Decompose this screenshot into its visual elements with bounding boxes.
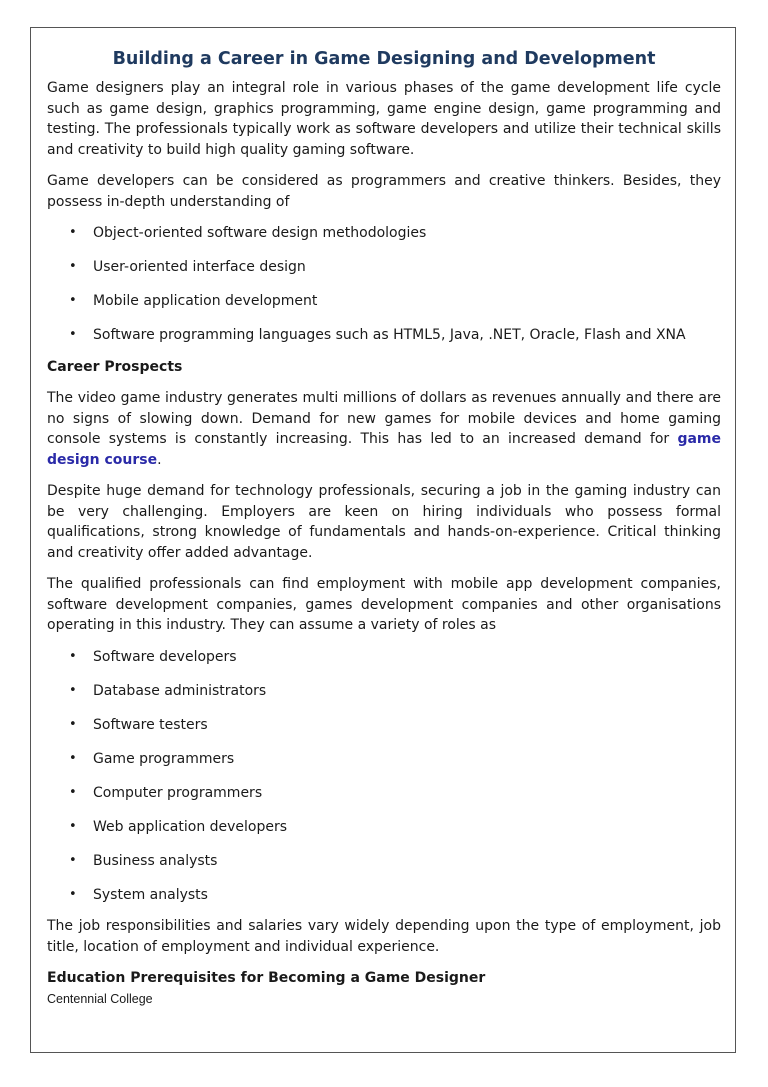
- page-title: Building a Career in Game Designing and Development: [112, 49, 656, 69]
- bullet-icon: •: [69, 682, 77, 698]
- list-item: • Object-oriented software design methodologies: [47, 223, 721, 244]
- skills-list: [47, 223, 721, 346]
- list-item: • User-oriented interface design: [47, 257, 721, 278]
- footer-text: Centennial College: [47, 991, 153, 1006]
- list-item: • Mobile application development: [47, 291, 721, 312]
- career-paragraph: The video game industry generates multi millions of dollars as revenues annually and there are no signs of slowing down. Demand for new games for mobile devices and home gaming console systems is constantly increasing. This has led to an increased demand for game design course.: [47, 390, 721, 468]
- list-item: • Business analysts: [47, 851, 721, 872]
- bullet-icon: •: [69, 886, 77, 902]
- roles-list: [47, 647, 721, 906]
- bullet-icon: •: [69, 259, 77, 274]
- bullet-icon: •: [69, 716, 77, 732]
- bullet-icon: •: [69, 818, 77, 834]
- developers-paragraph: Game developers can be considered as programmers and creative thinkers. Besides, they possess in-depth understanding of: [47, 173, 721, 210]
- list-item: • Software developers: [47, 647, 721, 668]
- bullet-icon: •: [69, 648, 77, 664]
- bullet-icon: •: [69, 784, 77, 800]
- bullet-icon: •: [69, 327, 77, 342]
- employment-paragraph: The qualified professionals can find employment with mobile app development companies, software development companies, games development companies and other organisations operating in this industry. They can assume a variety of roles as: [47, 576, 721, 633]
- list-item: • Web application developers: [47, 817, 721, 838]
- demand-paragraph: Despite huge demand for technology professionals, securing a job in the gaming industry can be very challenging. Employers are keen on hiring individuals who possess formal qualifications, strong knowledge of fundamentals and hands-on-experience. Critical thinking and creativity offer added advantage.: [47, 483, 721, 561]
- bullet-icon: •: [69, 852, 77, 868]
- education-heading: Education Prerequisites for Becoming a Game Designer: [47, 970, 486, 986]
- game-design-course-link[interactable]: game design course: [47, 431, 721, 468]
- list-item: • Computer programmers: [47, 783, 721, 804]
- responsibilities-paragraph: The job responsibilities and salaries vary widely depending upon the type of employment, job title, location of employment and individual experience.: [47, 918, 721, 955]
- bullet-icon: •: [69, 750, 77, 766]
- intro-paragraph: Game designers play an integral role in various phases of the game development life cycle such as game design, graphics programming, game engine design, game programming and testing. The professionals typically work as software developers and utilize their technical skills and creativity to build high quality gaming software.: [47, 80, 721, 158]
- list-item: • Game programmers: [47, 749, 721, 770]
- document-body: [47, 48, 721, 1007]
- list-item: • Software programming languages such as HTML5, Java, .NET, Oracle, Flash and XNA: [47, 325, 721, 346]
- list-item: • Database administrators: [47, 681, 721, 702]
- bullet-icon: •: [69, 293, 77, 308]
- career-heading: Career Prospects: [47, 358, 183, 375]
- list-item: • System analysts: [47, 885, 721, 906]
- bullet-icon: •: [69, 225, 77, 240]
- list-item: • Software testers: [47, 715, 721, 736]
